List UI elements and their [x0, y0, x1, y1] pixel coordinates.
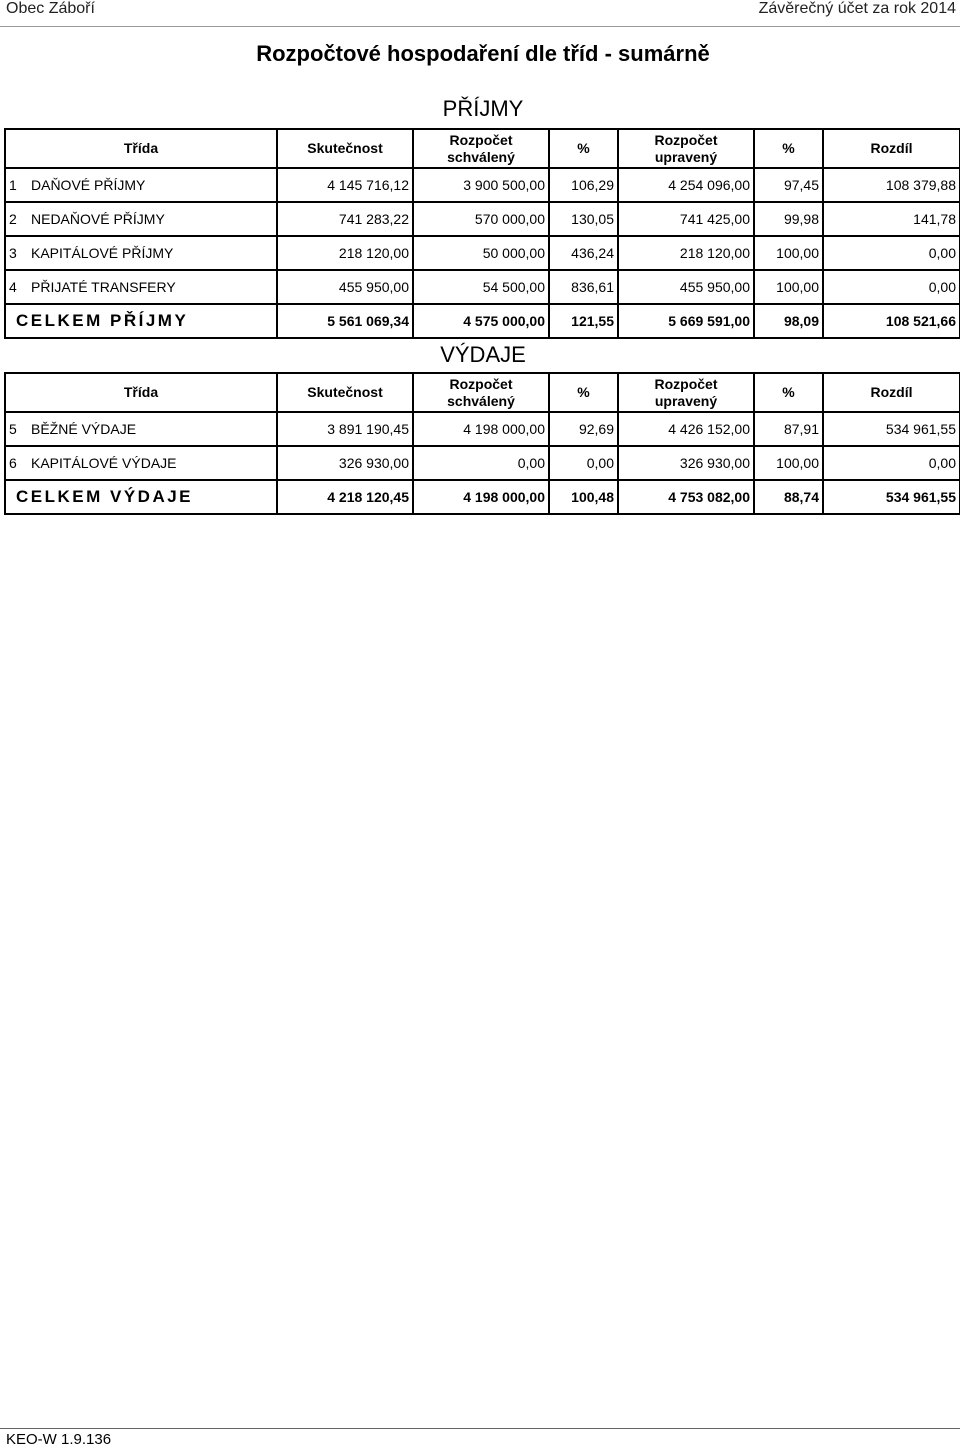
total-label: CELKEM VÝDAJE [5, 480, 277, 514]
col-header-rozdil: Rozdíl [823, 129, 960, 168]
cell-schvaleny: 4 198 000,00 [413, 412, 549, 446]
cell-skutecnost: 3 891 190,45 [277, 412, 413, 446]
header-line: schválený [447, 148, 515, 165]
cell-rozdil: 0,00 [823, 446, 960, 480]
row-code: 2 [9, 211, 17, 227]
row-name: PŘIJATÉ TRANSFERY [31, 279, 176, 295]
col-header-skutecnost: Skutečnost [277, 373, 413, 412]
col-header-pct1: % [549, 129, 618, 168]
table-row [5, 202, 960, 236]
table-row [5, 412, 960, 446]
cell-pct1: 0,00 [549, 446, 618, 480]
col-header-trida: Třída [5, 373, 277, 412]
software-version: KEO-W 1.9.136 [6, 1431, 112, 1448]
page-title: Rozpočtové hospodaření dle tříd - sumárně [256, 41, 710, 66]
cell-pct2: 100,00 [754, 446, 823, 480]
col-header-trida: Třída [5, 129, 277, 168]
row-name: NEDAŇOVÉ PŘÍJMY [31, 211, 165, 227]
total-rozdil: 108 521,66 [823, 304, 960, 338]
col-header-rozpocet-schvaleny [413, 373, 549, 412]
cell-schvaleny: 3 900 500,00 [413, 168, 549, 202]
cell-schvaleny: 50 000,00 [413, 236, 549, 270]
cell-pct2: 100,00 [754, 236, 823, 270]
cell-pct1: 130,05 [549, 202, 618, 236]
col-header-rozpocet-schvaleny [413, 129, 549, 168]
report-title: Závěrečný účet za rok 2014 [758, 0, 956, 17]
cell-pct2: 97,45 [754, 168, 823, 202]
cell-skutecnost: 218 120,00 [277, 236, 413, 270]
col-header-pct1: % [549, 373, 618, 412]
col-header-rozdil: Rozdíl [823, 373, 960, 412]
row-class [5, 270, 277, 304]
row-name: DAŇOVÉ PŘÍJMY [31, 177, 146, 193]
total-pct2: 98,09 [754, 304, 823, 338]
total-row-prijmy [5, 304, 960, 338]
row-name: KAPITÁLOVÉ VÝDAJE [31, 455, 177, 471]
row-class [5, 236, 277, 270]
row-class [5, 168, 277, 202]
cell-rozdil: 141,78 [823, 202, 960, 236]
total-pct1: 121,55 [549, 304, 618, 338]
cell-pct2: 99,98 [754, 202, 823, 236]
cell-pct1: 92,69 [549, 412, 618, 446]
table-row [5, 270, 960, 304]
col-header-rozpocet-upraveny [618, 129, 754, 168]
header-line: Rozpočet [449, 375, 513, 392]
total-rozdil: 534 961,55 [823, 480, 960, 514]
total-label: CELKEM PŘÍJMY [5, 304, 277, 338]
cell-pct2: 100,00 [754, 270, 823, 304]
col-header-rozpocet-upraveny [618, 373, 754, 412]
cell-skutecnost: 326 930,00 [277, 446, 413, 480]
cell-pct1: 836,61 [549, 270, 618, 304]
table-header-row [5, 373, 960, 412]
cell-rozdil: 108 379,88 [823, 168, 960, 202]
total-skutecnost: 4 218 120,45 [277, 480, 413, 514]
header-line: Rozpočet [654, 375, 718, 392]
cell-skutecnost: 741 283,22 [277, 202, 413, 236]
header-line: Rozpočet [654, 131, 718, 148]
total-schvaleny: 4 575 000,00 [413, 304, 549, 338]
row-name: BĚŽNÉ VÝDAJE [31, 421, 137, 437]
cell-pct1: 436,24 [549, 236, 618, 270]
cell-schvaleny: 54 500,00 [413, 270, 549, 304]
col-header-pct2: % [754, 129, 823, 168]
col-header-skutecnost: Skutečnost [277, 129, 413, 168]
header-line: Rozpočet [449, 131, 513, 148]
row-code: 1 [9, 177, 17, 193]
row-code: 5 [9, 421, 17, 437]
table-row [5, 446, 960, 480]
header-divider [0, 26, 960, 27]
cell-upraveny: 4 426 152,00 [618, 412, 754, 446]
prijmy-table [4, 128, 960, 339]
cell-rozdil: 534 961,55 [823, 412, 960, 446]
cell-rozdil: 0,00 [823, 236, 960, 270]
row-code: 6 [9, 455, 17, 471]
section-heading-vydaje: VÝDAJE [440, 342, 526, 367]
cell-upraveny: 741 425,00 [618, 202, 754, 236]
row-code: 3 [9, 245, 17, 261]
cell-upraveny: 326 930,00 [618, 446, 754, 480]
col-header-pct2: % [754, 373, 823, 412]
total-skutecnost: 5 561 069,34 [277, 304, 413, 338]
cell-upraveny: 218 120,00 [618, 236, 754, 270]
total-row-vydaje [5, 480, 960, 514]
header-line: upravený [654, 148, 718, 165]
total-pct1: 100,48 [549, 480, 618, 514]
cell-upraveny: 455 950,00 [618, 270, 754, 304]
cell-skutecnost: 455 950,00 [277, 270, 413, 304]
cell-pct1: 106,29 [549, 168, 618, 202]
row-class [5, 446, 277, 480]
row-class [5, 412, 277, 446]
vydaje-table [4, 372, 960, 515]
row-name: KAPITÁLOVÉ PŘÍJMY [31, 245, 174, 261]
municipality-name: Obec Záboří [6, 0, 95, 17]
header-line: schválený [447, 392, 515, 409]
cell-skutecnost: 4 145 716,12 [277, 168, 413, 202]
total-upraveny: 5 669 591,00 [618, 304, 754, 338]
cell-schvaleny: 570 000,00 [413, 202, 549, 236]
cell-upraveny: 4 254 096,00 [618, 168, 754, 202]
total-schvaleny: 4 198 000,00 [413, 480, 549, 514]
total-upraveny: 4 753 082,00 [618, 480, 754, 514]
cell-pct2: 87,91 [754, 412, 823, 446]
cell-rozdil: 0,00 [823, 270, 960, 304]
table-row [5, 236, 960, 270]
total-pct2: 88,74 [754, 480, 823, 514]
table-row [5, 168, 960, 202]
row-code: 4 [9, 279, 17, 295]
cell-schvaleny: 0,00 [413, 446, 549, 480]
row-class [5, 202, 277, 236]
table-header-row [5, 129, 960, 168]
header-line: upravený [654, 392, 718, 409]
section-heading-prijmy: PŘÍJMY [442, 96, 524, 121]
footer-divider [0, 1428, 960, 1429]
